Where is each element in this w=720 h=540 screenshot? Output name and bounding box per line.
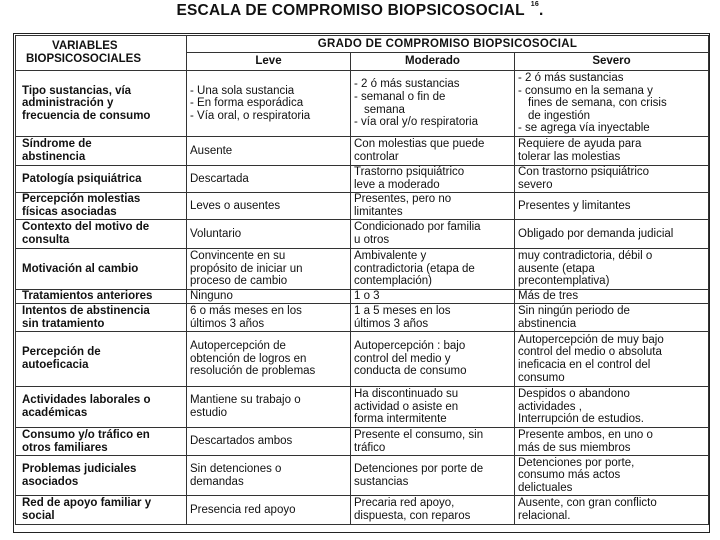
cell-line: control del medio o absoluta <box>518 346 662 359</box>
cell-line: 1 a 5 meses en los <box>354 304 451 317</box>
leve-cell <box>187 387 351 428</box>
leve-cell <box>187 220 351 249</box>
cell-line: Presentes y limitantes <box>518 199 631 212</box>
leve-cell <box>187 71 351 137</box>
cell-line: Voluntario <box>190 227 242 240</box>
severo-cell <box>515 332 709 387</box>
cell-line: 6 o más meses en los <box>190 304 302 317</box>
leve-cell <box>187 290 351 304</box>
variable-cell <box>16 496 187 525</box>
cell-line: - En forma esporádica <box>190 97 304 110</box>
cell-line: Ninguno <box>190 290 233 303</box>
leve-cell <box>187 249 351 290</box>
cell-line: Contexto del motivo de <box>22 221 150 234</box>
variable-cell <box>16 249 187 290</box>
severo-cell <box>515 220 709 249</box>
cell-line: Trastorno psiquiátrico <box>354 166 465 179</box>
cell-line: precontemplativa) <box>518 275 610 288</box>
cell-line: Autopercepción : bajo <box>354 340 466 353</box>
severo-cell <box>515 304 709 332</box>
cell-line: físicas asociadas <box>22 206 117 218</box>
severo-cell <box>515 428 709 456</box>
cell-line: Leves o ausentes <box>190 199 281 212</box>
title-text: ESCALA DE COMPROMISO BIOPSICOSOCIAL <box>176 2 525 19</box>
table-row <box>16 387 709 428</box>
variable-cell <box>16 387 187 428</box>
table-row <box>16 456 709 496</box>
cell-line: - Vía oral, o respiratoria <box>190 109 311 122</box>
cell-line: - Una sola sustancia <box>190 84 295 97</box>
variable-cell <box>16 166 187 193</box>
cell-line: Autopercepción de <box>190 340 286 353</box>
cell-line: Intentos de abstinencia <box>22 304 150 317</box>
cell-line: Presente ambos, en uno o <box>518 428 653 441</box>
variables-header <box>16 36 187 71</box>
cell-line: Presente el consumo, sin <box>354 428 484 441</box>
cell-line: relacional. <box>518 510 571 522</box>
cell-line: autoeficacia <box>22 359 89 371</box>
moderado-cell <box>351 332 515 387</box>
cell-line: estudio <box>190 407 228 419</box>
cell-line: Autopercepción de muy bajo <box>518 333 664 346</box>
leve-cell <box>187 428 351 456</box>
table-row <box>16 193 709 220</box>
cell-line: abstinencia <box>518 317 577 330</box>
cell-line: Más de tres <box>518 290 579 303</box>
leve-cell <box>187 137 351 166</box>
severo-cell <box>515 496 709 525</box>
cell-line: resolución de problemas <box>190 365 316 378</box>
leve-cell <box>187 193 351 220</box>
cell-line: más de sus miembros <box>518 441 631 454</box>
cell-line: - consumo en la semana y <box>518 84 653 97</box>
table-row <box>16 137 709 166</box>
cell-line: ineficacia en el control del <box>518 359 651 371</box>
cell-line: control del medio y <box>354 352 451 365</box>
cell-line: severo <box>518 179 553 191</box>
cell-line: contemplación) <box>354 275 432 288</box>
cell-line: muy contradictoria, débil o <box>518 250 653 263</box>
table-row <box>16 71 709 137</box>
cell-line: forma intermitente <box>354 413 447 426</box>
cell-line: Detenciones por porte, <box>518 456 635 469</box>
leve-cell <box>187 496 351 525</box>
moderado-cell <box>351 220 515 249</box>
moderado-cell <box>351 428 515 456</box>
cell-line: Consumo y/o tráfico en <box>22 428 150 441</box>
cell-line: - 2 ó más sustancias <box>518 72 624 85</box>
moderado-cell <box>351 249 515 290</box>
page-title <box>0 2 720 20</box>
severo-cell <box>515 166 709 193</box>
variables-header-line: VARIABLES <box>52 40 118 53</box>
severo-cell <box>515 290 709 304</box>
cell-line: social <box>22 510 55 522</box>
leve-cell <box>187 456 351 496</box>
cell-line: contradictoria (etapa de <box>354 262 475 275</box>
moderado-cell <box>351 166 515 193</box>
cell-line: consulta <box>22 234 70 246</box>
cell-line: tráfico <box>354 441 386 454</box>
moderado-cell <box>351 387 515 428</box>
cell-line: Síndrome de <box>22 138 92 151</box>
footnote-marker: 16 <box>530 1 539 8</box>
level-header-severo: Severo <box>515 53 709 71</box>
cell-line: limitantes <box>354 206 403 218</box>
cell-line: Con molestias que puede <box>354 138 485 151</box>
cell-line: consumo más actos <box>518 469 621 482</box>
variable-cell <box>16 137 187 166</box>
cell-line: Sin ningún periodo de <box>518 304 630 317</box>
cell-line: Con trastorno psiquiátrico <box>518 166 650 179</box>
cell-line: - se agrega vía inyectable <box>518 122 650 135</box>
variable-cell <box>16 304 187 332</box>
cell-line: Condicionado por familia <box>354 221 481 234</box>
moderado-cell <box>351 496 515 525</box>
moderado-cell <box>351 456 515 496</box>
severo-cell <box>515 456 709 496</box>
variable-cell <box>16 456 187 496</box>
cell-line: dispuesta, con reparos <box>354 510 471 522</box>
cell-line: Motivación al cambio <box>22 262 139 275</box>
moderado-cell <box>351 290 515 304</box>
level-header-leve: Leve <box>187 53 351 71</box>
cell-line: delictuales <box>518 481 573 494</box>
leve-cell <box>187 166 351 193</box>
cell-line: Patología psiquiátrica <box>22 172 142 185</box>
cell-line: actividades , <box>518 400 582 413</box>
moderado-cell <box>351 137 515 166</box>
cell-line: - vía oral y/o respiratoria <box>354 116 478 129</box>
severo-cell <box>515 193 709 220</box>
cell-line: Mantiene su trabajo o <box>190 394 301 407</box>
cell-line: ausente (etapa <box>518 262 595 275</box>
cell-line: Presencia red apoyo <box>190 503 296 516</box>
cell-line: Percepción molestias <box>22 193 141 206</box>
cell-line: Detenciones por porte de <box>354 462 484 475</box>
cell-line: Ausente <box>190 144 233 157</box>
cell-line: u otros <box>354 234 390 246</box>
variable-cell <box>16 71 187 137</box>
cell-line: Tipo sustancias, vía <box>22 84 132 97</box>
level-header-moderado: Moderado <box>351 53 515 71</box>
cell-line: demandas <box>190 475 244 488</box>
cell-line: Interrupción de estudios. <box>518 413 644 426</box>
moderado-cell <box>351 71 515 137</box>
cell-line: últimos 3 años <box>190 317 265 330</box>
cell-line: Red de apoyo familiar y <box>22 497 152 510</box>
cell-line: Problemas judiciales <box>22 462 137 475</box>
cell-line: - semanal o fin de <box>354 90 446 103</box>
cell-line: controlar <box>354 151 399 163</box>
cell-line: Descartados ambos <box>190 435 293 448</box>
table-row <box>16 496 709 525</box>
cell-line: obtención de logros en <box>190 352 307 365</box>
cell-line: Sin detenciones o <box>190 462 282 475</box>
severo-cell <box>515 249 709 290</box>
table-row <box>16 290 709 304</box>
table-row <box>16 249 709 290</box>
table-row <box>16 166 709 193</box>
variable-cell <box>16 428 187 456</box>
table-row <box>16 332 709 387</box>
cell-line: Presentes, pero no <box>354 193 452 206</box>
commitment-scale-table <box>15 35 709 525</box>
cell-line: asociados <box>22 475 79 488</box>
leve-cell <box>187 304 351 332</box>
variables-header-line: BIOPSICOSOCIALES <box>26 53 142 65</box>
cell-line: - 2 ó más sustancias <box>354 78 460 91</box>
cell-line: Percepción de <box>22 346 101 359</box>
cell-line: fines de semana, con crisis <box>528 97 667 110</box>
variable-cell <box>16 220 187 249</box>
cell-line: frecuencia de consumo <box>22 109 151 122</box>
cell-line: consumo <box>518 371 565 384</box>
cell-line: Obligado por demanda judicial <box>518 227 674 240</box>
cell-line: Ausente, con gran conflicto <box>518 497 657 510</box>
cell-line: conducta de consumo <box>354 365 467 378</box>
grado-header: GRADO DE COMPROMISO BIOPSICOSOCIAL <box>187 36 709 53</box>
severo-cell <box>515 387 709 428</box>
cell-line: de ingestión <box>528 109 591 122</box>
moderado-cell <box>351 304 515 332</box>
moderado-cell <box>351 193 515 220</box>
cell-line: semana <box>364 103 405 116</box>
variable-cell <box>16 193 187 220</box>
cell-line: propósito de iniciar un <box>190 262 303 275</box>
cell-line: administración y <box>22 97 114 110</box>
cell-line: Convincente en su <box>190 250 286 263</box>
cell-line: Ha discontinuado su <box>354 388 459 401</box>
cell-line: 1 o 3 <box>354 290 380 303</box>
leve-cell <box>187 332 351 387</box>
cell-line: Precaria red apoyo, <box>354 497 455 510</box>
cell-line: tolerar las molestias <box>518 151 621 163</box>
cell-line: últimos 3 años <box>354 317 429 330</box>
cell-line: otros familiares <box>22 441 108 454</box>
severo-cell <box>515 137 709 166</box>
variable-cell <box>16 332 187 387</box>
severo-cell <box>515 71 709 137</box>
cell-line: abstinencia <box>22 151 86 163</box>
cell-line: Descartada <box>190 172 249 185</box>
cell-line: actividad o asiste en <box>354 400 459 413</box>
cell-line: sin tratamiento <box>22 317 105 330</box>
cell-line: leve a moderado <box>354 179 440 191</box>
cell-line: Requiere de ayuda para <box>518 138 642 151</box>
cell-line: Actividades laborales o <box>22 394 151 407</box>
title-period: . <box>538 2 544 19</box>
table-row <box>16 428 709 456</box>
cell-line: sustancias <box>354 475 409 488</box>
cell-line: académicas <box>22 407 88 419</box>
cell-line: Despidos o abandono <box>518 388 630 401</box>
variable-cell <box>16 290 187 304</box>
cell-line: Ambivalente y <box>354 250 427 263</box>
table-row <box>16 220 709 249</box>
table-row <box>16 304 709 332</box>
cell-line: proceso de cambio <box>190 275 288 288</box>
cell-line: Tratamientos anteriores <box>22 290 153 303</box>
